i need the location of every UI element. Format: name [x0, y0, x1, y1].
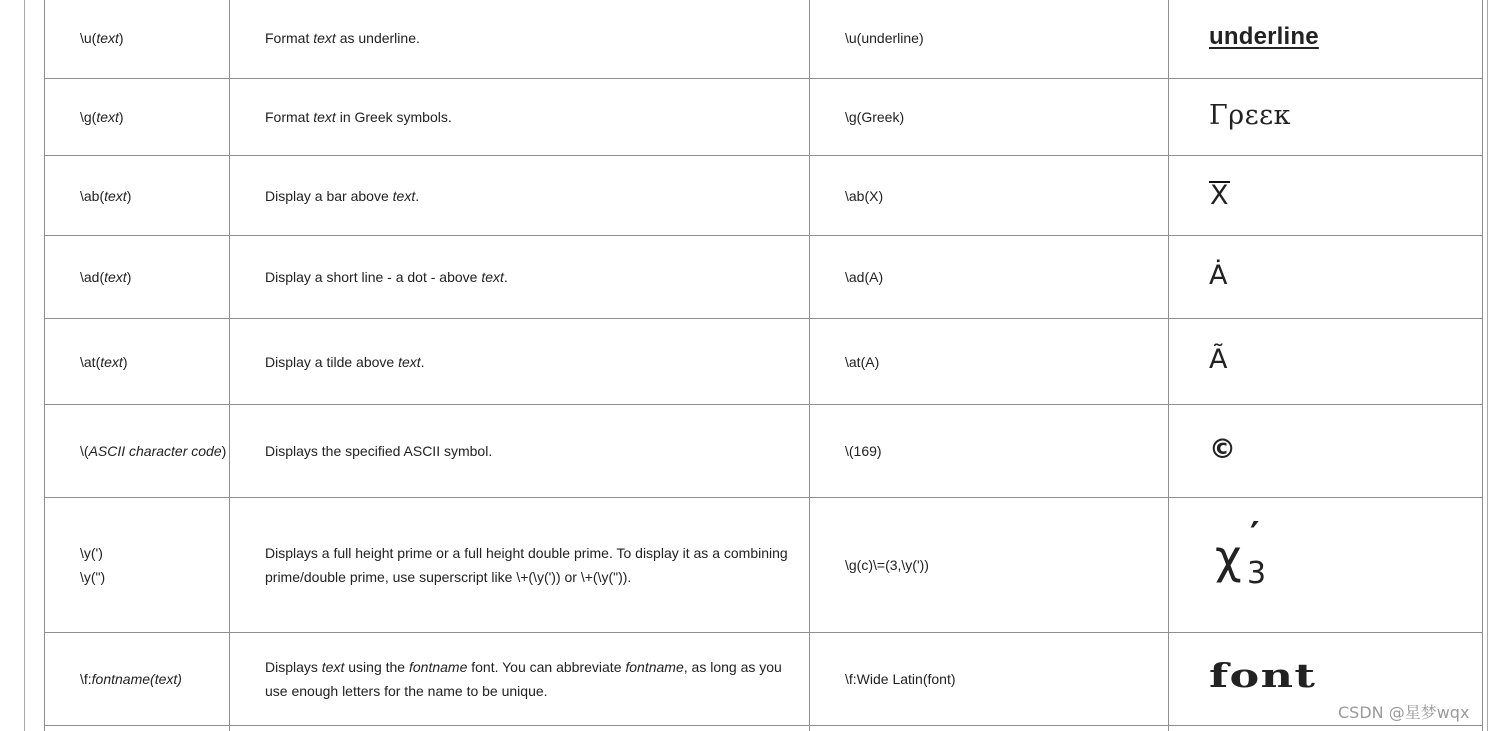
text-run: \f: [80, 671, 92, 687]
description-cell [230, 79, 810, 156]
example-code: \u(underline) [845, 29, 924, 46]
page-border-right [1487, 0, 1488, 731]
result-cell [1169, 156, 1483, 236]
sample-render: Ȧ [1209, 259, 1228, 291]
text-run: ) [126, 269, 132, 285]
italic-run: text [104, 187, 127, 204]
text-run: \ab( [80, 187, 105, 204]
text-run: using the [344, 659, 409, 675]
example-code: \at(A) [845, 353, 880, 370]
text-run: \at( [80, 353, 101, 370]
sample-render: Ã [1209, 344, 1228, 375]
example-cell [810, 156, 1169, 236]
italic-run: text [104, 269, 127, 285]
text-run: . [415, 187, 420, 204]
sample-chi: χ [1215, 529, 1242, 584]
sample-prime: ′ [1250, 514, 1260, 556]
italic-run: fontname [408, 659, 468, 675]
page-border-left [24, 0, 25, 731]
result-cell [1169, 236, 1483, 319]
example-cell [810, 405, 1169, 498]
text-run: \( [80, 443, 89, 459]
text-run: ) [221, 443, 227, 459]
text-run: Displays the specified ASCII symbol. [265, 443, 493, 459]
example-cell [810, 633, 1169, 726]
italic-run: text [321, 659, 345, 675]
table-row [45, 319, 1483, 405]
text-run: Format [265, 109, 314, 125]
table-row [45, 405, 1483, 498]
sample-render: X [1210, 179, 1229, 211]
table-row [45, 0, 1483, 79]
example-cell [810, 498, 1169, 633]
sample-render: underline [1209, 22, 1319, 50]
syntax-cell [45, 319, 230, 405]
table-row [45, 79, 1483, 156]
empty-cell [1169, 726, 1483, 731]
italic-run: text [313, 109, 336, 125]
text-run: \y(') [80, 545, 103, 561]
description-cell [230, 236, 810, 319]
result-cell [1169, 498, 1483, 633]
syntax-cell [45, 633, 230, 726]
table-row-partial [45, 726, 1483, 731]
text-run: . [503, 269, 508, 285]
example-cell [810, 319, 1169, 405]
text-run: ) [118, 29, 124, 46]
syntax-cell [45, 236, 230, 319]
italic-run: fontname [625, 659, 684, 675]
text-run: font. You can abbreviate [467, 659, 626, 675]
sample-render: Γρεεκ [1209, 99, 1291, 131]
example-code: \ab(X) [845, 187, 884, 204]
text-run: ) [118, 109, 124, 125]
empty-cell [810, 726, 1169, 731]
description-cell [230, 156, 810, 236]
example-cell [810, 79, 1169, 156]
result-cell [1169, 0, 1483, 79]
text-run: \y(") [80, 569, 106, 585]
sample-sub: 3 [1247, 555, 1267, 591]
text-run: \u( [80, 29, 97, 46]
text-run: Format [265, 29, 314, 46]
italic-run: text [100, 353, 123, 370]
result-cell [1169, 79, 1483, 156]
italic-run: text [481, 269, 504, 285]
text-run: Displays a full height prime or a full height double prime. To display it as a combining prime/double prime, use superscript like \+(\y(')) or \+(\y(")). [265, 545, 788, 585]
sample-render [1209, 514, 1289, 602]
description-cell [230, 319, 810, 405]
italic-run: text [313, 29, 336, 46]
table-row [45, 156, 1483, 236]
example-cell [810, 0, 1169, 79]
italic-run: fontname(text) [91, 671, 182, 687]
text-run: Display a bar above [265, 187, 393, 204]
text-run: Displays [265, 659, 322, 675]
example-code: \g(Greek) [845, 109, 905, 125]
empty-cell [230, 726, 810, 731]
text-run: ) [126, 187, 132, 204]
table-row [45, 236, 1483, 319]
italic-run: ASCII character code [88, 443, 222, 459]
result-cell [1169, 405, 1483, 498]
sample-render: © [1209, 433, 1236, 465]
description-cell [230, 633, 810, 726]
example-code: \f:Wide Latin(font) [845, 671, 956, 687]
description-cell [230, 498, 810, 633]
text-run: ) [122, 353, 128, 370]
syntax-cell [45, 79, 230, 156]
syntax-cell [45, 498, 230, 633]
text-run: . [420, 353, 425, 370]
example-code: \g(c)\=(3,\y(')) [845, 557, 929, 573]
syntax-cell [45, 156, 230, 236]
italic-run: text [96, 109, 119, 125]
table-body [45, 0, 1483, 731]
italic-run: text [96, 29, 119, 46]
table-row [45, 498, 1483, 633]
example-code: \ad(A) [845, 269, 884, 285]
syntax-cell [45, 405, 230, 498]
text-run: Display a tilde above [265, 353, 399, 370]
text-run: in Greek symbols. [335, 109, 452, 125]
text-run: \g( [80, 109, 97, 125]
escape-sequence-table [44, 0, 1483, 731]
description-cell [230, 0, 810, 79]
text-run: Display a short line - a dot - above [265, 269, 482, 285]
text-run: , as long as you use enough letters for the name to be unique. [265, 659, 782, 699]
example-code: \(169) [845, 443, 882, 459]
syntax-cell [45, 0, 230, 79]
description-cell [230, 405, 810, 498]
italic-run: text [392, 187, 416, 204]
example-cell [810, 236, 1169, 319]
italic-run: text [398, 353, 421, 370]
empty-cell [45, 726, 230, 731]
text-run: \ad( [80, 269, 105, 285]
table-row [45, 633, 1483, 726]
watermark: CSDN @星梦wqx [1338, 703, 1470, 722]
sample-render: font [1209, 656, 1317, 695]
text-run: as underline. [335, 29, 420, 46]
result-cell [1169, 319, 1483, 405]
